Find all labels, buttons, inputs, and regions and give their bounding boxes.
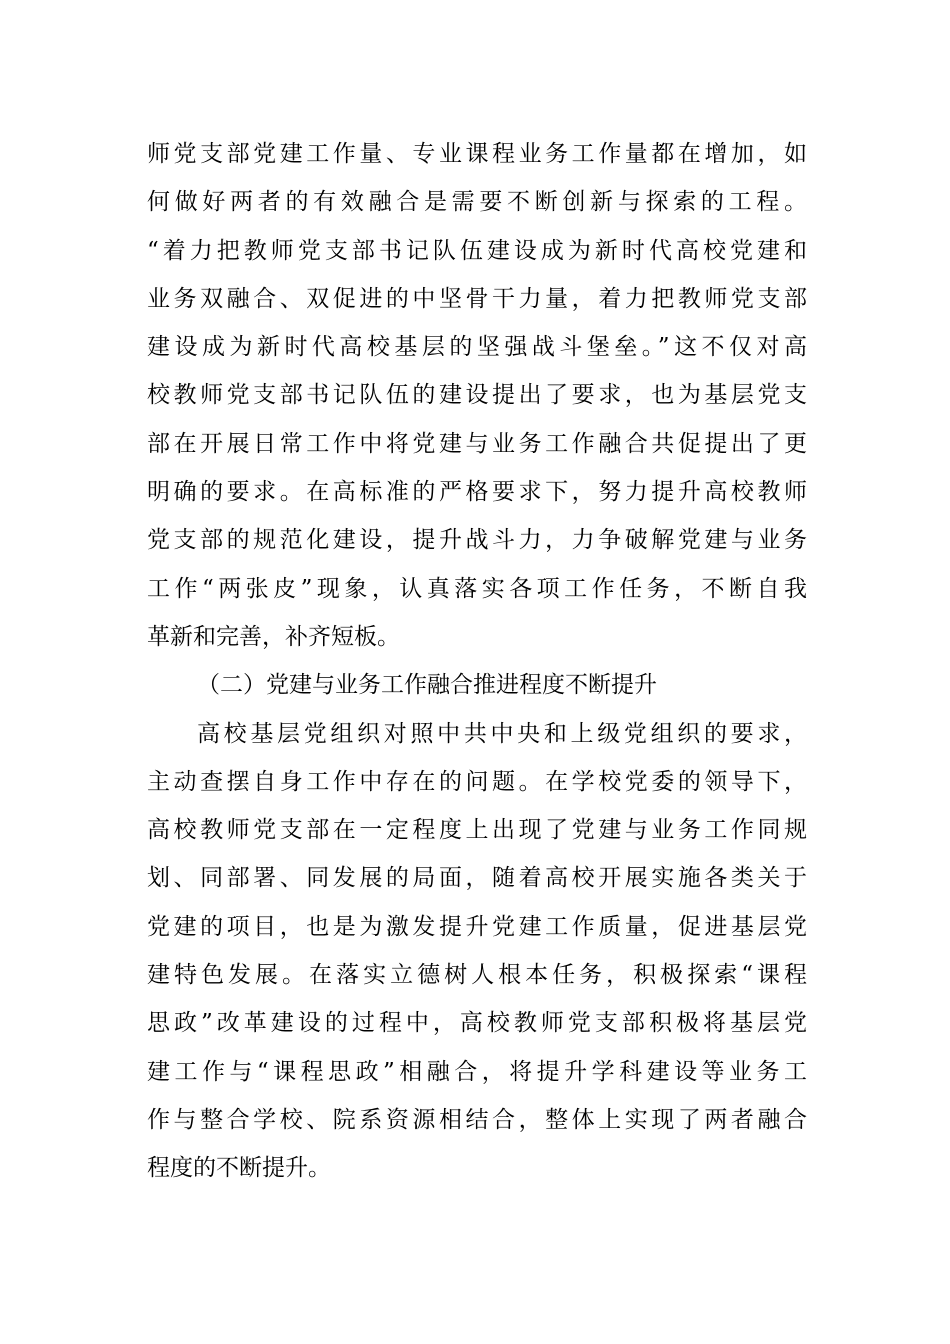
- text-line: “着力把教师党支部书记队伍建设成为新时代高校党建和: [147, 237, 807, 264]
- text-line: 工作“两张皮”现象，认真落实各项工作任务，不断自我: [147, 575, 807, 602]
- text-line: 建设成为新时代高校基层的坚强战斗堡垒。”这不仅对高: [147, 334, 807, 361]
- text-line: 建特色发展。在落实立德树人根本任务，积极探索“课程: [147, 962, 807, 989]
- text-line: 程度的不断提升。: [147, 1155, 331, 1182]
- section-heading: （二）党建与业务工作融合推进程度不断提升: [197, 672, 657, 699]
- text-line: 作与整合学校、院系资源相结合，整体上实现了两者融合: [147, 1106, 807, 1133]
- text-line: 部在开展日常工作中将党建与业务工作融合共促提出了更: [147, 430, 807, 457]
- text-line: 师党支部党建工作量、专业课程业务工作量都在增加，如: [147, 141, 807, 167]
- text-line: 高校基层党组织对照中共中央和上级党组织的要求，: [197, 720, 807, 747]
- text-line: 高校教师党支部在一定程度上出现了党建与业务工作同规: [147, 817, 807, 844]
- text-line: 何做好两者的有效融合是需要不断创新与探索的工程。: [147, 189, 807, 216]
- text-line: 主动查摆自身工作中存在的问题。在学校党委的领导下，: [147, 768, 807, 795]
- text-line: 划、同部署、同发展的局面，随着高校开展实施各类关于: [147, 865, 807, 892]
- text-line: 建工作与“课程思政”相融合，将提升学科建设等业务工: [147, 1058, 807, 1085]
- text-line: 思政”改革建设的过程中，高校教师党支部积极将基层党: [147, 1010, 807, 1037]
- text-line: 明确的要求。在高标准的严格要求下，努力提升高校教师: [147, 479, 807, 506]
- text-line: 业务双融合、双促进的中坚骨干力量，着力把教师党支部: [147, 285, 807, 312]
- body-text: [147, 130, 807, 1193]
- text-line: 党支部的规范化建设，提升战斗力，力争破解党建与业务: [147, 527, 807, 554]
- text-line: 党建的项目，也是为激发提升党建工作质量，促进基层党: [147, 913, 807, 940]
- text-line: 校教师党支部书记队伍的建设提出了要求，也为基层党支: [147, 382, 807, 409]
- text-line: 革新和完善，补齐短板。: [147, 623, 400, 650]
